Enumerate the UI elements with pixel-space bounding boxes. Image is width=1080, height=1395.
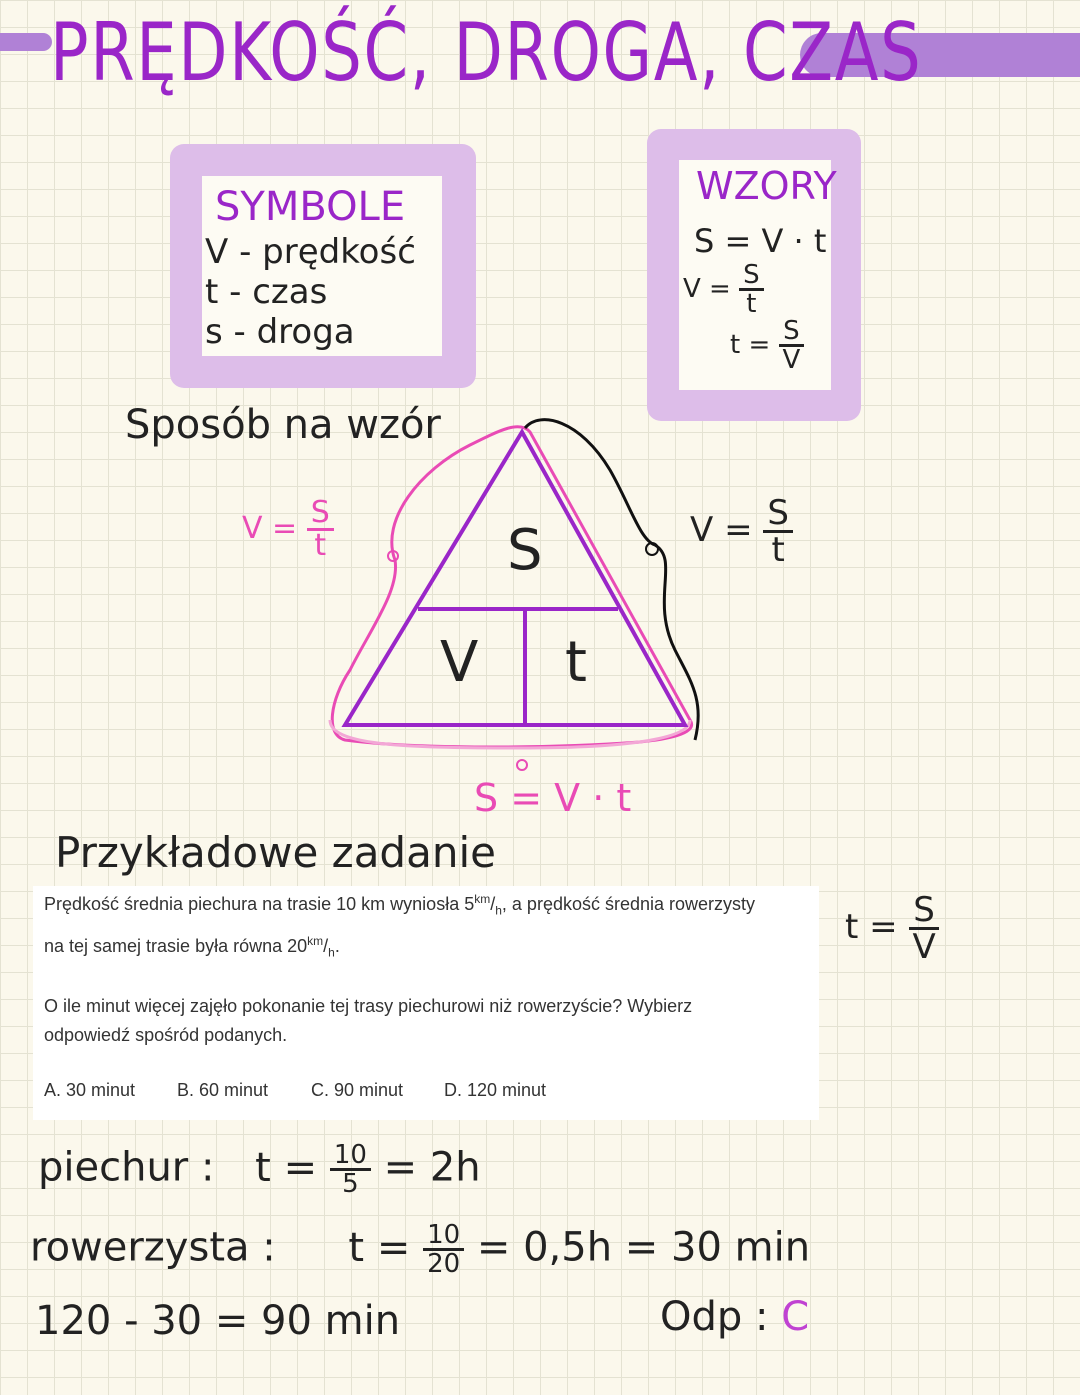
pink-loop	[332, 427, 691, 747]
option-d: D. 120 minut	[444, 1080, 547, 1100]
walker-num: 10	[330, 1142, 371, 1171]
task-line-1-unit-num: km	[474, 892, 491, 906]
symbols-heading: SYMBOLE	[215, 184, 406, 230]
task-line-2-text: na tej samej trasie była równa 20	[44, 936, 308, 956]
symbol-distance: s - droga	[205, 312, 355, 352]
solution-difference: 120 - 30 = 90 min	[35, 1298, 401, 1344]
answer-label: Odp :	[660, 1294, 769, 1340]
formula-time-lhs: t =	[730, 330, 771, 360]
formula-time-den: V	[782, 345, 801, 375]
method-heading: Sposób na wzór	[125, 402, 441, 448]
triangle-top-label: S	[507, 518, 543, 583]
formula-velocity-num: S	[739, 262, 764, 291]
method-right-lhs: V =	[690, 510, 753, 550]
task-line-2: na tej samej trasie była równa $20^{km}/_h$.	[44, 934, 340, 960]
formula-distance: S = V · t	[694, 222, 827, 260]
side-formula-lhs: t =	[845, 907, 898, 947]
triangle-right-label: t	[565, 630, 587, 695]
task-line-1-text: Prędkość średnia piechura na trasie 10 km wyniosła 5	[44, 894, 475, 914]
option-a: A. 30 minut	[44, 1080, 136, 1100]
symbol-velocity: V - prędkość	[205, 232, 416, 272]
walker-rhs: = 2h	[383, 1144, 481, 1191]
side-formula	[845, 890, 940, 967]
task-line-1-rest: , a prędkość średnia rowerzysty	[501, 894, 756, 914]
formulas-heading: WZORY	[696, 164, 837, 208]
solution-cyclist	[30, 1222, 810, 1277]
page-title: PRĘDKOŚĆ, DROGA, CZAS	[50, 6, 923, 99]
method-left-den: t	[314, 528, 327, 563]
triangle-left-label: V	[440, 630, 479, 695]
symbol-time: t - czas	[205, 272, 328, 312]
walker-den: 5	[342, 1169, 359, 1199]
cyclist-den: 20	[427, 1249, 461, 1279]
method-left-num: S	[307, 498, 334, 531]
method-bottom-formula: S = V · t	[474, 776, 632, 820]
task-line-2-rest: .	[334, 936, 340, 956]
option-b: B. 60 minut	[177, 1080, 269, 1100]
formula-velocity-den: t	[746, 289, 757, 319]
example-heading: Przykładowe zadanie	[55, 828, 496, 877]
task-question-line-2: odpowiedź spośród podanych.	[44, 1025, 288, 1045]
side-formula-den: V	[912, 927, 936, 967]
method-right-den: t	[771, 530, 785, 570]
task-line-1: Prędkość średnia piechura na trasie 10 km wyniosła $5^{km}/_h$, a prędkość średnia rowerzysty	[44, 892, 756, 918]
method-left-lhs: V =	[242, 511, 298, 546]
formula-time-num: S	[779, 318, 804, 347]
answer-value: C	[781, 1294, 810, 1340]
option-c: C. 90 minut	[311, 1080, 404, 1100]
cyclist-lhs: t =	[348, 1224, 411, 1271]
walker-label: piechur :	[38, 1144, 215, 1191]
cyclist-num: 10	[423, 1222, 464, 1251]
task-line-1-unit-den: h	[495, 903, 502, 918]
walker-lhs: t =	[255, 1144, 318, 1191]
method-right-formula	[690, 493, 793, 570]
method-right-num: S	[763, 496, 793, 533]
bottom-loop-end	[517, 760, 527, 770]
solution-answer	[660, 1294, 809, 1340]
task-line-2-unit-den: h	[328, 945, 335, 960]
task-line-2-unit-num: km	[307, 934, 324, 948]
formula-velocity-lhs: V =	[683, 274, 731, 304]
task-question-line-1: O ile minut więcej zajęło pokonanie tej trasy piechurowi niż rowerzyście? Wybierz	[44, 996, 693, 1016]
cyclist-label: rowerzysta :	[30, 1224, 276, 1271]
cyclist-rhs: = 0,5h = 30 min	[476, 1224, 811, 1271]
solution-walker	[38, 1142, 481, 1197]
method-left-formula	[242, 495, 334, 563]
side-formula-num: S	[909, 893, 939, 930]
